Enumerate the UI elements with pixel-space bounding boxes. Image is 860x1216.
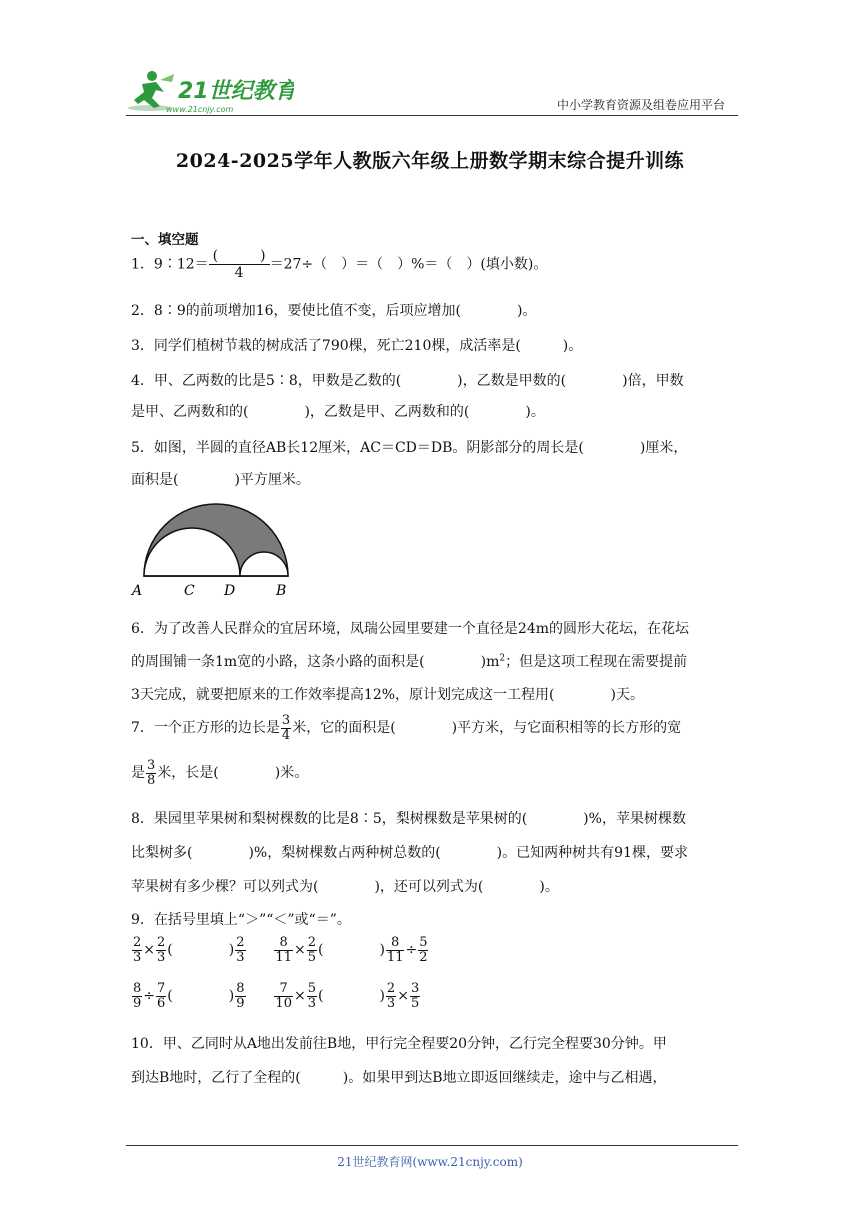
answer-blank: ( ): [317, 988, 385, 1005]
label-b: B: [276, 583, 287, 599]
question-10-line-1: 10．甲、乙同时从A地出发前往B地，甲行完全程要20分钟，乙行完全程要30分钟。甲: [131, 1036, 667, 1052]
header-divider: [126, 115, 738, 116]
answer-blank: ( ): [167, 988, 235, 1005]
question-4-line-1: 4．甲、乙两数的比是5∶8，甲数是乙数的( )，乙数是甲数的( )倍，甲数: [131, 373, 684, 389]
question-8-line-3: 苹果树有多少棵？可以列式为( )，还可以列式为( )。: [131, 879, 559, 895]
fraction: [386, 982, 396, 1010]
q7-text-b: 米，它的面积是( )平方米，与它面积相等的长方形的宽: [292, 720, 682, 737]
q7-side-denominator: 4: [281, 727, 291, 743]
fraction: [274, 936, 293, 964]
page-title: 2024-2025学年人教版六年级上册数学期末综合提升训练: [175, 150, 685, 172]
q7-fraction-side: [281, 714, 291, 742]
q6-superscript: 2: [499, 653, 506, 664]
question-7-line-1: [131, 714, 681, 742]
q7-text-d: 米，长是( )米。: [157, 765, 309, 782]
question-8-line-2: 比梨树多( )%，梨树棵数占两种树总数的( )。已知两种树共有91棵，要求: [131, 845, 688, 861]
q7-text-a: 7．一个正方形的边长是: [131, 720, 280, 737]
question-9: 9．在括号里填上“＞”“＜”或“＝”。: [131, 912, 351, 928]
question-6-line-1: 6．为了改善人民群众的宜居环境，凤瑞公园里要建一个直径是24m的圆形大花坛，在花坛: [131, 621, 689, 637]
fraction: [132, 982, 142, 1010]
fraction: [386, 936, 405, 964]
numerator: 8: [386, 936, 405, 951]
compare-row-1: [131, 936, 429, 964]
q7-text-c: 是: [131, 765, 145, 782]
site-logo: [126, 68, 294, 114]
q1-suffix: ＝27÷（ ）＝（ ）%＝（ ）(填小数)。: [269, 256, 548, 273]
denominator: 10: [275, 995, 292, 1011]
operator: ×: [397, 988, 409, 1005]
question-10-line-2: 到达B地时，乙行了全程的( )。如果甲到达B地立即返回继续走，途中与乙相遇，: [131, 1070, 667, 1086]
fraction: [307, 982, 317, 1010]
denominator: 5: [410, 995, 420, 1011]
fraction: [235, 982, 245, 1010]
q1-fraction-numerator: ( ): [209, 248, 270, 265]
fraction: [132, 936, 142, 964]
q1-fraction: [209, 248, 270, 281]
denominator: 3: [133, 949, 142, 965]
fraction: [418, 936, 428, 964]
numerator: 7: [157, 981, 166, 996]
footer-link[interactable]: 21世纪教育网(www.21cnjy.com): [337, 1155, 523, 1169]
fraction: [156, 936, 166, 964]
section-heading: 一、填空题: [131, 232, 199, 248]
q6-text-b: ；但是这项工程现在需要提前: [505, 654, 688, 670]
semicircle-figure: [130, 496, 300, 600]
numerator: 7: [274, 982, 293, 997]
runner-logo-icon: [126, 68, 294, 114]
numerator: 8: [133, 981, 142, 996]
svg-text:21世纪教育: 21世纪教育: [178, 79, 294, 104]
q7-side-numerator: 3: [281, 713, 291, 728]
operator: ×: [143, 942, 156, 959]
denominator: 9: [236, 995, 245, 1011]
denominator: 3: [307, 995, 316, 1011]
denominator: 11: [386, 949, 404, 965]
fraction: [235, 936, 245, 964]
denominator: 3: [236, 949, 245, 965]
answer-blank: ( ): [317, 942, 385, 959]
numerator: 3: [410, 981, 420, 996]
numerator: 2: [236, 935, 245, 950]
label-d: D: [224, 583, 236, 599]
denominator: 3: [157, 949, 166, 965]
question-8-line-1: 8．果园里苹果树和梨树棵数的比是8∶5，梨树棵数是苹果树的( )%，苹果树棵数: [131, 811, 686, 827]
denominator: 6: [157, 995, 166, 1011]
q7-width-numerator: 3: [147, 758, 156, 773]
platform-label: 中小学教育资源及组卷应用平台: [556, 98, 725, 112]
denominator: 2: [419, 949, 428, 965]
denominator: 5: [307, 949, 316, 965]
fraction: [274, 982, 293, 1010]
operator: ÷: [143, 988, 156, 1005]
numerator: 8: [274, 936, 293, 951]
numerator: 2: [157, 935, 166, 950]
numerator: 2: [386, 981, 396, 996]
numerator: 5: [419, 935, 428, 950]
denominator: 11: [275, 949, 292, 965]
denominator: 9: [133, 995, 142, 1011]
answer-blank: ( ): [167, 942, 235, 959]
question-5-line-1: 5．如图，半圆的直径AB长12厘米，AC＝CD＝DB。阴影部分的周长是( )厘米，: [131, 440, 688, 456]
question-1: [131, 248, 547, 281]
question-2: 2．8∶9的前项增加16，要使比值不变，后项应增加( )。: [131, 303, 537, 319]
compare-row-2: [131, 982, 421, 1010]
question-6-line-2: [131, 651, 687, 671]
numerator: 5: [307, 981, 316, 996]
operator: ×: [293, 988, 306, 1005]
question-5-line-2: 面积是( )平方厘米。: [131, 472, 310, 488]
fraction: [156, 982, 166, 1010]
question-7-line-2: [131, 759, 308, 787]
operator: ÷: [405, 942, 418, 959]
question-4-line-2: 是甲、乙两数和的( )，乙数是甲、乙两数和的( )。: [131, 404, 545, 420]
q7-fraction-width: [146, 759, 156, 787]
q1-prefix: 1．9∶12＝: [131, 256, 209, 273]
numerator: 2: [133, 935, 142, 950]
numerator: 8: [236, 981, 245, 996]
operator: ×: [293, 942, 306, 959]
q6-text-a: 的周围铺一条1m宽的小路，这条小路的面积是( )m: [131, 654, 500, 670]
q7-width-denominator: 8: [147, 772, 156, 788]
svg-text:www.21cnjy.com: www.21cnjy.com: [166, 105, 234, 114]
question-6-line-3: 3天完成，就要把原来的工作效率提高12%，原计划完成这一工程用( )天。: [131, 687, 644, 703]
footer-divider: [126, 1145, 738, 1146]
question-3: 3．同学们植树节栽的树成活了790棵，死亡210棵，成活率是( )。: [131, 338, 583, 354]
fraction: [410, 982, 420, 1010]
label-a: A: [132, 583, 143, 599]
label-c: C: [184, 583, 195, 599]
denominator: 3: [386, 995, 396, 1011]
fraction: [307, 936, 317, 964]
q1-fraction-denominator: 4: [234, 265, 244, 282]
numerator: 2: [307, 935, 316, 950]
